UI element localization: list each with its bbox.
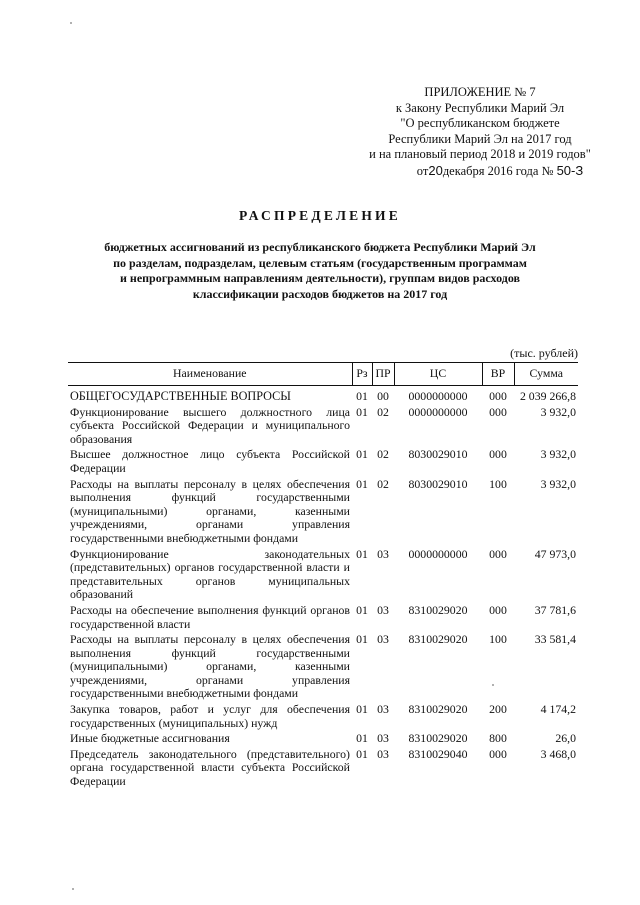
date-day-handwritten: 20: [428, 162, 443, 178]
table-row: [68, 478, 578, 548]
appendix-law-title-2: Республики Марий Эл на 2017 год: [388, 131, 572, 146]
appendix-header: [330, 85, 630, 179]
cell-vr: 800: [489, 731, 507, 746]
appendix-law-title-3: и на плановый период 2018 и 2019 годов": [369, 147, 591, 161]
table-row: [68, 748, 578, 791]
header-sum: Сумма: [514, 363, 578, 386]
cell-pr: 00: [377, 389, 389, 403]
cell-rz: 01: [356, 702, 368, 717]
cell-name: Иные бюджетные ассигнования: [70, 731, 230, 746]
cell-vr: 000: [489, 404, 507, 419]
header-cs: ЦС: [394, 363, 482, 386]
cell-name: Расходы на выплаты персоналу в целях обеспечения выполнения функций государственными (муниципальными) органами, казенными учреждениями, органами управления государственными внебюджетными фондами: [70, 632, 350, 701]
table-row: [68, 448, 578, 477]
scan-speck: [70, 22, 72, 24]
cell-rz: 01: [356, 731, 368, 746]
table-body: [68, 386, 578, 791]
cell-vr: 000: [489, 546, 507, 561]
table-row: [68, 703, 578, 732]
cell-name: ОБЩЕГОСУДАРСТВЕННЫЕ ВОПРОСЫ: [70, 389, 291, 403]
cell-cs: 8310029020: [408, 602, 468, 617]
scan-speck: [72, 888, 74, 890]
cell-cs: 8310029020: [408, 731, 468, 746]
cell-vr: 000: [489, 447, 507, 462]
subtitle-line-4: классификации расходов бюджетов на 2017 год: [192, 286, 448, 301]
cell-vr: 100: [489, 476, 507, 491]
scan-speck: [492, 684, 494, 686]
header-rz: Рз: [352, 363, 372, 386]
cell-rz: 01: [356, 746, 368, 761]
header-vr: ВР: [482, 363, 514, 386]
cell-name: Функционирование законодательных (представительных) органов государственной власти и представительных органов муниципальных образований: [70, 546, 350, 602]
appendix-number: ПРИЛОЖЕНИЕ № 7: [424, 85, 536, 99]
cell-cs: 8030029010: [408, 447, 468, 462]
subtitle-line-1: бюджетных ассигнований из республиканского бюджета Республики Марий Эл: [104, 240, 536, 254]
cell-pr: 02: [377, 476, 389, 491]
cell-cs: 8310029020: [408, 702, 468, 717]
table-row: [68, 732, 578, 748]
cell-rz: 01: [356, 389, 368, 403]
cell-rz: 01: [356, 476, 368, 491]
cell-cs: 8030029010: [408, 476, 468, 491]
budget-table: [68, 362, 578, 791]
cell-pr: 03: [377, 746, 389, 761]
cell-cs: 0000000000: [408, 546, 468, 561]
cell-sum: 3 932,0: [540, 447, 576, 462]
cell-vr: 000: [489, 746, 507, 761]
cell-name: Председатель законодательного (представительного) органа государственной власти субъекта Российской Федерации: [70, 746, 350, 789]
cell-rz: 01: [356, 632, 368, 647]
appendix-law-date: [330, 163, 630, 180]
cell-sum: 37 781,6: [534, 602, 576, 617]
cell-pr: 03: [377, 602, 389, 617]
cell-name: Высшее должностное лицо субъекта Российской Федерации: [70, 447, 350, 475]
cell-name: Расходы на обеспечение выполнения функций органов государственной власти: [70, 602, 350, 631]
cell-cs: 8310029040: [408, 746, 468, 761]
cell-vr: 000: [489, 389, 507, 403]
cell-pr: 03: [377, 546, 389, 561]
document-subtitle: [60, 240, 580, 302]
subtitle-line-3: и непрограммным направлениям деятельности), группам видов расходов: [119, 271, 521, 285]
cell-cs: 0000000000: [408, 404, 468, 419]
cell-pr: 03: [377, 632, 389, 647]
cell-cs: 8310029020: [408, 632, 468, 647]
cell-rz: 01: [356, 404, 368, 419]
cell-cs: 0000000000: [408, 389, 468, 403]
subtitle-line-2: по разделам, подразделам, целевым статьям (государственным программам: [113, 255, 527, 270]
cell-rz: 01: [356, 447, 368, 462]
cell-pr: 03: [377, 702, 389, 717]
cell-pr: 02: [377, 447, 389, 462]
header-pr: ПР: [372, 363, 394, 386]
date-middle: декабря 2016 года №: [442, 163, 554, 178]
cell-sum: 2 039 266,8: [519, 389, 576, 403]
cell-sum: 26,0: [555, 731, 576, 746]
table-row: [68, 386, 578, 406]
appendix-law-ref: к Закону Республики Марий Эл: [395, 100, 565, 115]
cell-vr: 000: [489, 602, 507, 617]
cell-vr: 200: [489, 702, 507, 717]
cell-name: Расходы на выплаты персоналу в целях обеспечения выполнения функций государственными (муниципальными) органами, казенными учреждениями, органами управления государственными внебюджетными фондами: [70, 476, 350, 545]
date-prefix: от: [416, 163, 429, 178]
cell-sum: 3 932,0: [540, 404, 576, 419]
cell-pr: 03: [377, 731, 389, 746]
cell-vr: 100: [489, 632, 507, 647]
table-row: [68, 604, 578, 633]
appendix-law-title-1: "О республиканском бюджете: [400, 116, 560, 130]
header-name: Наименование: [68, 363, 352, 386]
cell-sum: 3 468,0: [540, 746, 576, 761]
cell-sum: 3 932,0: [540, 476, 576, 491]
table-header: [68, 363, 578, 386]
table-row: [68, 406, 578, 449]
cell-rz: 01: [356, 546, 368, 561]
cell-sum: 47 973,0: [534, 546, 576, 561]
cell-sum: 4 174,2: [540, 702, 576, 717]
cell-name: Закупка товаров, работ и услуг для обеспечения государственных (муниципальных) нужд: [70, 702, 350, 730]
cell-name: Функционирование высшего должностного лица субъекта Российской Федерации и муниципального образования: [70, 404, 350, 446]
cell-sum: 33 581,4: [534, 632, 576, 647]
document-title: РАСПРЕДЕЛЕНИЕ: [239, 208, 401, 223]
law-number-handwritten: 50-З: [556, 162, 584, 178]
table-row: [68, 633, 578, 703]
cell-pr: 02: [377, 404, 389, 419]
table-row: [68, 548, 578, 604]
units-label: (тыс. рублей): [510, 346, 578, 360]
cell-rz: 01: [356, 602, 368, 617]
